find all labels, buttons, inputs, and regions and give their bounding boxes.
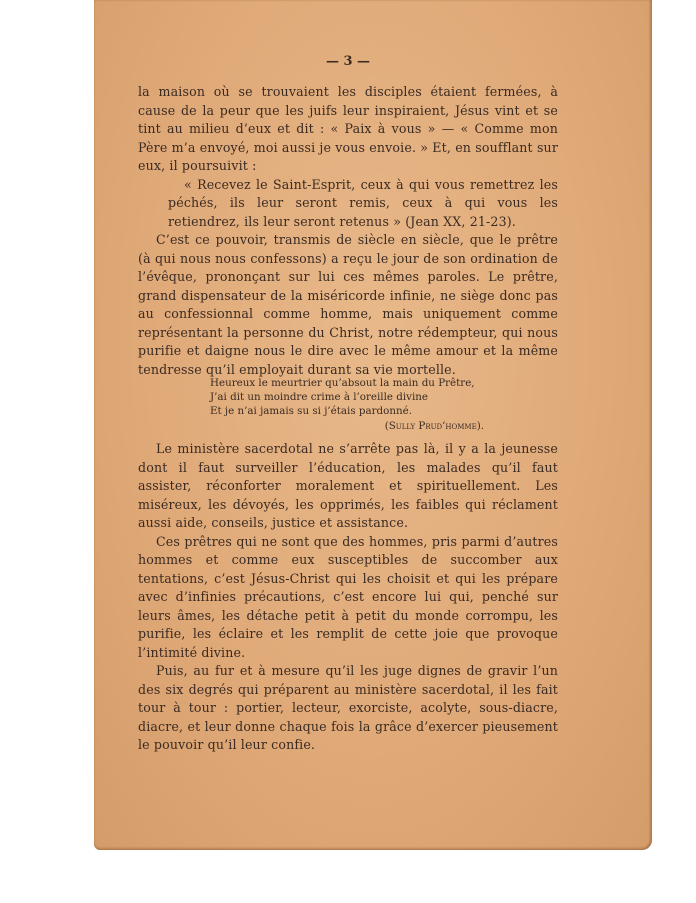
scripture-quote: « Recevez le Saint-Esprit, ceux à qui vous remettrez les péchés, ils leur seront remis, ceux à qui vous les retiendrez, ils leur seront retenus » (Jean XX, 21-23). <box>168 176 558 229</box>
paragraph-2: C’est ce pouvoir, transmis de siècle en siècle, que le prêtre (à qui nous nous confessons) a reçu le jour de son ordination de l’évêque, prononçant sur lui ces mêmes paroles. Le prêtre, grand dispensateur de la miséricorde infinie, ne siège donc pas au confessionnal comme homme, mais uniquement comme représentant la personne du Christ, notre rédempteur, qui nous purifie et daigne nous le dire avec le même amour et la même tendresse qu’il employait durant sa vie mortelle. <box>138 232 558 377</box>
verse-line: Et je n’ai jamais su si j’étais pardonné. <box>210 405 412 417</box>
paragraph-3: Le ministère sacerdotal ne s’arrête pas là, il y a la jeunesse dont il faut surveiller l’éducation, les malades qu’il faut assister, réconforter moralement et spirituellement. Les miséreux, les dévoyés, les opprimés, les faibles qui réclament aussi aide, conseils, justice et assistance. <box>138 441 558 530</box>
verse-citation <box>210 376 510 433</box>
verse-line: J’ai dit un moindre crime à l’oreille divine <box>210 391 428 403</box>
paragraph-1: la maison où se trouvaient les disciples étaient fermées, à cause de la peur que les juifs leur inspiraient, Jésus vint et se tint au milieu d’eux et dit : « Paix à vous » — « Comme mon Père m’a envoyé, moi aussi je vous envoie. » Et, en soufflant sur eux, il poursuivit : <box>138 84 558 173</box>
paragraph-5: Puis, au fur et à mesure qu’il les juge dignes de gravir l’un des six degrés qui préparent au ministère sacerdotal, il les fait tour à tour : portier, lecteur, exorciste, acolyte, sous-diacre, diacre, et leur donne chaque fois la grâce d’exercer pieusement le pouvoir qu’il leur confie. <box>138 663 558 752</box>
text-block-bottom <box>138 440 558 755</box>
verse-line: Heureux le meurtrier qu’absout la main du Prêtre, <box>210 377 475 389</box>
verse-attribution: (Sully Prud’homme). <box>384 420 484 432</box>
page-number: — 3 — <box>325 54 371 69</box>
text-block-top <box>138 83 558 379</box>
paragraph-4: Ces prêtres qui ne sont que des hommes, pris parmi d’autres hommes et comme eux susceptibles de succomber aux tentations, c’est Jésus-Christ qui les choisit et qui les prépare avec d’infinies précautions, c’est encore lui qui, penché sur leurs âmes, les détache petit à petit du monde corrompu, les purifie, les éclaire et les remplit de cette joie que provoque l’intimité divine. <box>138 533 558 660</box>
